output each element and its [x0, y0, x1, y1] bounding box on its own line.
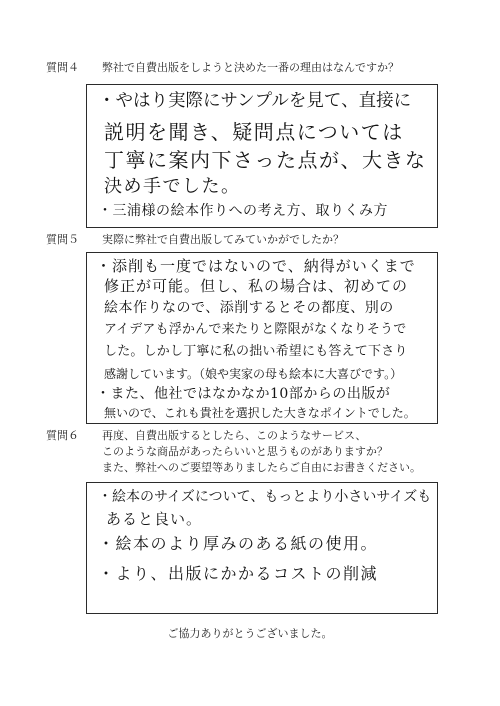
- question-4-answer-line: 説明を聞き、疑問点については: [104, 120, 404, 144]
- question-6-number: 質問６: [46, 429, 79, 442]
- question-6-text-line: また、弊社へのご要望等ありましたらご自由にお書きください。: [102, 461, 421, 474]
- question-6-answer-line: ・絵本のサイズについて、もっとより小さいサイズも: [98, 489, 432, 505]
- question-5-answer-line: ・また、他社ではなかなか10部からの出版が: [96, 386, 391, 402]
- question-6-answer-line: ・絵本のより厚みのある紙の使用。: [98, 534, 379, 553]
- question-5-answer-line: ・添削も一度ではないので、納得がいくまで: [96, 257, 416, 275]
- question-6-answer-line: あると良い。: [106, 510, 203, 528]
- question-5-number: 質問５: [46, 233, 79, 246]
- question-5-answer-line: 感謝しています。（娘や実家の母も絵本に大喜びです。）: [104, 367, 403, 381]
- question-5-answer-line: した。しかし丁寧に私の拙い希望にも答えて下さり: [104, 344, 408, 359]
- question-4-answer-line: 丁寧に案内下さった点が、大きな: [104, 148, 427, 172]
- question-5-answer-line: 修正が可能。但し、私の場合は、初めての: [104, 277, 409, 295]
- question-5-text: 実際に弊社で自費出版してみていかがでしたか？: [102, 233, 344, 246]
- question-6-label: [46, 428, 102, 444]
- question-4-label: [46, 60, 102, 76]
- question-6-answer-line: ・より、出版にかかるコストの削減: [98, 564, 379, 583]
- question-5-answer-line: アイデアも浮かんで来たりと際限がなくなりそうで: [104, 322, 407, 337]
- question-4-answer-line: 決め手でした。: [104, 176, 241, 197]
- question-5-answer-line: 絵本作りなので、添削するとその都度、別の: [104, 300, 394, 316]
- question-4-text: 弊社で自費出版をしようと決めた一番の理由はなんですか？: [102, 61, 399, 74]
- question-4-number: 質問４: [46, 61, 79, 74]
- thanks-message: ご協力ありがとうございました。: [167, 627, 333, 640]
- question-5-label: [46, 232, 102, 248]
- question-5-answer-line: 無いので、これも貴社を選択した大きなポイントでした。: [104, 406, 416, 420]
- question-6-text-line: 再度、自費出版するとしたら、このようなサービス、: [102, 429, 367, 442]
- question-4-answer-line: ・やはり実際にサンプルを見て、直接に: [98, 91, 412, 111]
- question-6-text-line: このような商品があったらいいと思うものがありますか？: [102, 445, 388, 458]
- question-4-answer-line: ・三浦様の絵本作りへの考え方、取りくみ方: [98, 203, 388, 219]
